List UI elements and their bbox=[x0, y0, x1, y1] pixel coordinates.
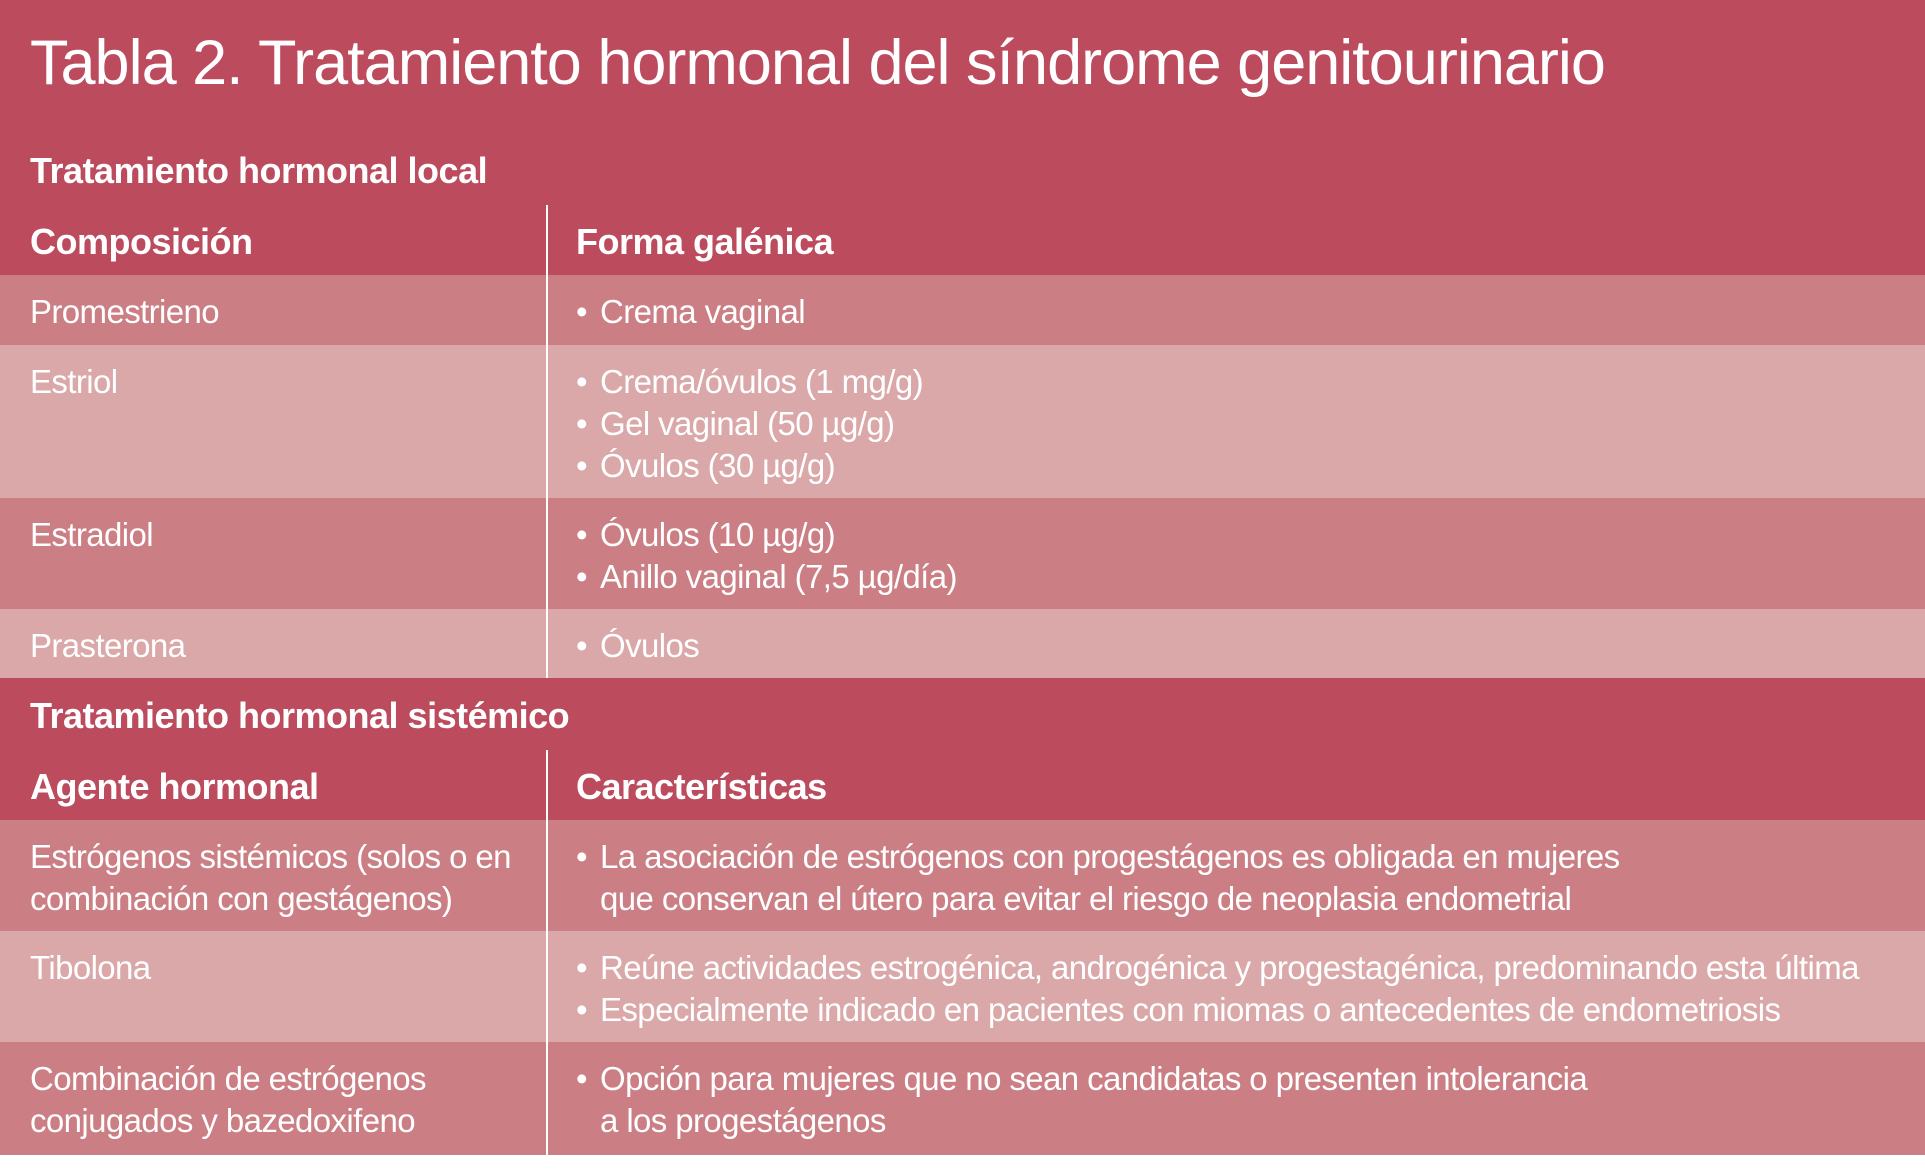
table-row bbox=[0, 275, 1925, 345]
systemic-section-title: Tratamiento hormonal sistémico bbox=[30, 695, 570, 736]
agent-cell bbox=[0, 820, 548, 931]
characteristics-cell bbox=[548, 1042, 1925, 1155]
agent-line: Combinación de estrógenos bbox=[30, 1060, 426, 1097]
local-col2-header: Forma galénica bbox=[576, 221, 834, 262]
table-row bbox=[0, 931, 1925, 1042]
local-col1-header: Composición bbox=[0, 205, 548, 275]
table-row bbox=[0, 345, 1925, 498]
list-item: • Crema vaginal bbox=[576, 291, 1925, 333]
list-item: • Óvulos (30 µg/g) bbox=[576, 445, 1925, 487]
table-row bbox=[0, 609, 1925, 678]
form-cell bbox=[548, 345, 1925, 498]
table-row bbox=[0, 1042, 1925, 1155]
systemic-col1-header: Agente hormonal bbox=[0, 750, 548, 820]
agent-line: Estrógenos sistémicos (solos o en bbox=[30, 838, 511, 875]
composition-cell: Promestrieno bbox=[0, 275, 548, 345]
characteristics-cell bbox=[548, 931, 1925, 1042]
composition-cell: Estradiol bbox=[0, 498, 548, 609]
systemic-header-row bbox=[0, 750, 1925, 820]
local-section-title: Tratamiento hormonal local bbox=[30, 150, 488, 191]
list-item bbox=[576, 1058, 1925, 1142]
list-item: • Óvulos (10 µg/g) bbox=[576, 514, 1925, 556]
list-item: • Óvulos bbox=[576, 625, 1925, 667]
form-cell bbox=[548, 498, 1925, 609]
table-row bbox=[0, 498, 1925, 609]
item-line: • Opción para mujeres que no sean candidatas o presenten intolerancia bbox=[600, 1060, 1588, 1097]
table-title: Tabla 2. Tratamiento hormonal del síndrome genitourinario bbox=[30, 28, 1605, 98]
list-item: • Reúne actividades estrogénica, androgénica y progestagénica, predominando esta última bbox=[576, 947, 1925, 989]
item-line: • La asociación de estrógenos con progestágenos es obligada en mujeres bbox=[600, 838, 1620, 875]
agent-cell bbox=[0, 931, 548, 1042]
agent-line: Tibolona bbox=[30, 949, 151, 986]
item-line: a los progestágenos bbox=[600, 1102, 886, 1139]
composition-cell: Estriol bbox=[0, 345, 548, 498]
list-item: • Crema/óvulos (1 mg/g) bbox=[576, 361, 1925, 403]
item-line: que conservan el útero para evitar el riesgo de neoplasia endometrial bbox=[600, 880, 1572, 917]
agent-line: combinación con gestágenos) bbox=[30, 880, 453, 917]
agent-line: conjugados y bazedoxifeno bbox=[30, 1102, 415, 1139]
form-cell bbox=[548, 275, 1925, 345]
composition-cell: Prasterona bbox=[0, 609, 548, 678]
characteristics-cell bbox=[548, 820, 1925, 931]
list-item: • Gel vaginal (50 µg/g) bbox=[576, 403, 1925, 445]
local-header-row bbox=[0, 205, 1925, 275]
systemic-col2-header: Características bbox=[576, 766, 827, 807]
table-row bbox=[0, 820, 1925, 931]
agent-cell bbox=[0, 1042, 548, 1155]
list-item: • Especialmente indicado en pacientes con miomas o antecedentes de endometriosis bbox=[576, 989, 1925, 1031]
list-item bbox=[576, 836, 1925, 920]
list-item: • Anillo vaginal (7,5 µg/día) bbox=[576, 556, 1925, 598]
form-cell bbox=[548, 609, 1925, 678]
